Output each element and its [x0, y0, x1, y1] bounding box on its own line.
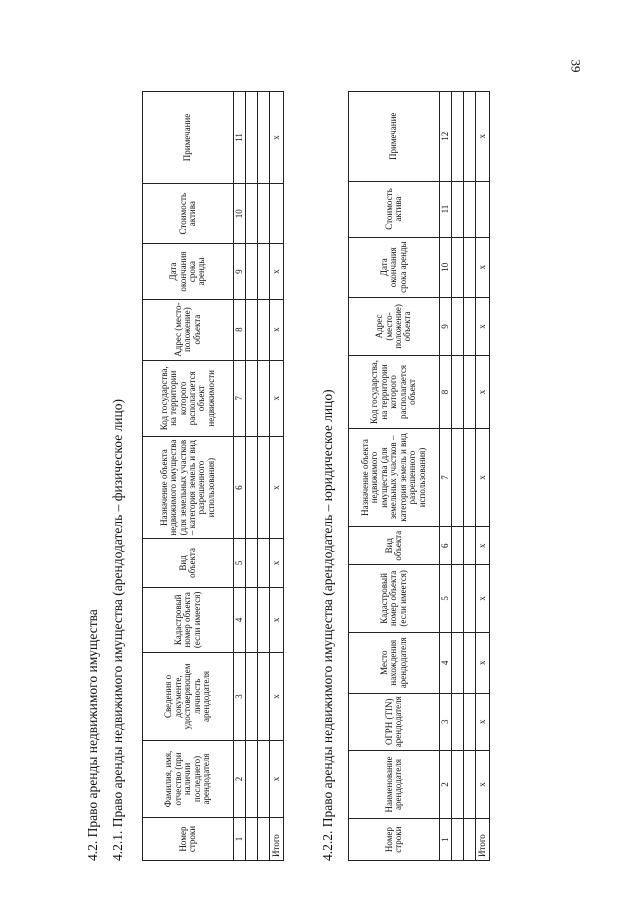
column-number: 5: [234, 539, 246, 588]
header-cell: Назначение объекта недвижимого имущества (для земельных участков – категория земель и вид разрешенного использования): [349, 428, 440, 526]
total-cell: x: [270, 244, 284, 299]
total-cell: x: [270, 539, 284, 588]
header-cell: Примечание: [143, 92, 234, 184]
total-label: Итого: [476, 819, 490, 861]
total-cell: x: [476, 356, 490, 429]
total-cell: x: [476, 297, 490, 355]
column-number: 5: [440, 565, 452, 632]
column-number: 3: [440, 693, 452, 750]
column-number: 8: [440, 356, 452, 429]
header-cell: Номер строки: [143, 818, 234, 861]
column-number-row: [234, 92, 246, 861]
header-cell: Стоимость актива: [143, 183, 234, 243]
total-label: Итого: [270, 818, 284, 861]
subsection-heading-2: 4.2.2. Право аренды недвижимого имущества (арендодатель – юридическое лицо): [320, 389, 335, 861]
header-cell: Сведения о документе, удостоверяющем личность арендодателя: [143, 652, 234, 740]
column-number: 1: [440, 819, 452, 861]
column-number: 4: [440, 632, 452, 693]
total-cell: x: [476, 428, 490, 526]
total-cell: x: [270, 740, 284, 817]
column-number: 11: [440, 181, 452, 237]
lease-table-legal-entity: [348, 91, 490, 861]
total-cell: [476, 181, 490, 237]
header-cell: ОГРН (TIN) арендодателя: [349, 693, 440, 750]
header-cell: Номер строки: [349, 819, 440, 861]
total-cell: x: [476, 632, 490, 693]
header-cell: Место нахождения арендодателя: [349, 632, 440, 693]
header-cell: Фамилия, имя, отчество (при наличии последнего) арендодателя: [143, 740, 234, 817]
column-number: 12: [440, 92, 452, 182]
total-cell: x: [476, 92, 490, 182]
column-number: 10: [440, 237, 452, 297]
table-row: [452, 92, 464, 861]
table-row: [258, 92, 270, 861]
total-cell: x: [270, 587, 284, 652]
header-cell: Код государства, на территории которого располагается объект: [349, 356, 440, 429]
column-number: 7: [440, 428, 452, 526]
header-cell: Вид объекта: [143, 539, 234, 588]
total-cell: x: [476, 527, 490, 565]
header-cell: Назначение объекта недвижимого имущества (для земельных участков – категория земель и вид разрешенного использования): [143, 436, 234, 538]
column-number: 9: [440, 297, 452, 355]
subsection-heading-1: 4.2.1. Право аренды недвижимого имущества (арендодатель – физическое лицо): [110, 399, 125, 861]
total-cell: x: [270, 436, 284, 538]
table-header-row: [143, 92, 234, 861]
page-number: 39: [568, 59, 584, 73]
total-cell: x: [476, 750, 490, 819]
page-content: [0, 31, 640, 861]
header-cell: Кадастровый номер объекта (если имеется): [143, 587, 234, 652]
header-cell: Примечание: [349, 92, 440, 182]
total-cell: x: [270, 92, 284, 184]
column-number: 7: [234, 360, 246, 436]
column-number: 4: [234, 587, 246, 652]
column-number: 11: [234, 92, 246, 184]
total-cell: x: [270, 299, 284, 360]
column-number: 8: [234, 299, 246, 360]
header-cell: Наименование арендодателя: [349, 750, 440, 819]
total-cell: x: [270, 360, 284, 436]
header-cell: Дата окончания срока аренды: [143, 244, 234, 299]
column-number: 6: [234, 436, 246, 538]
header-cell: Кадастровый номер объекта (если имеется): [349, 565, 440, 632]
table-row: [464, 92, 476, 861]
total-cell: x: [476, 565, 490, 632]
section-heading: 4.2. Право аренды недвижимого имущества: [85, 609, 100, 861]
column-number: 2: [440, 750, 452, 819]
column-number: 10: [234, 183, 246, 243]
column-number-row: [440, 92, 452, 861]
column-number: 6: [440, 527, 452, 565]
table-row: [246, 92, 258, 861]
total-cell: [270, 183, 284, 243]
total-cell: x: [476, 693, 490, 750]
total-row: [270, 92, 284, 861]
column-number: 2: [234, 740, 246, 817]
header-cell: Адрес (место-положение) объекта: [143, 299, 234, 360]
header-cell: Стоимость актива: [349, 181, 440, 237]
column-number: 1: [234, 818, 246, 861]
total-row: [476, 92, 490, 861]
lease-table-individual: [142, 91, 284, 861]
header-cell: Дата окончания срока аренды: [349, 237, 440, 297]
header-cell: Вид объекта: [349, 527, 440, 565]
column-number: 3: [234, 652, 246, 740]
total-cell: x: [476, 237, 490, 297]
header-cell: Адрес (место-положение) объекта: [349, 297, 440, 355]
column-number: 9: [234, 244, 246, 299]
header-cell: Код государства, на территории которого располагается объект недвижимости: [143, 360, 234, 436]
table-header-row: [349, 92, 440, 861]
total-cell: x: [270, 652, 284, 740]
